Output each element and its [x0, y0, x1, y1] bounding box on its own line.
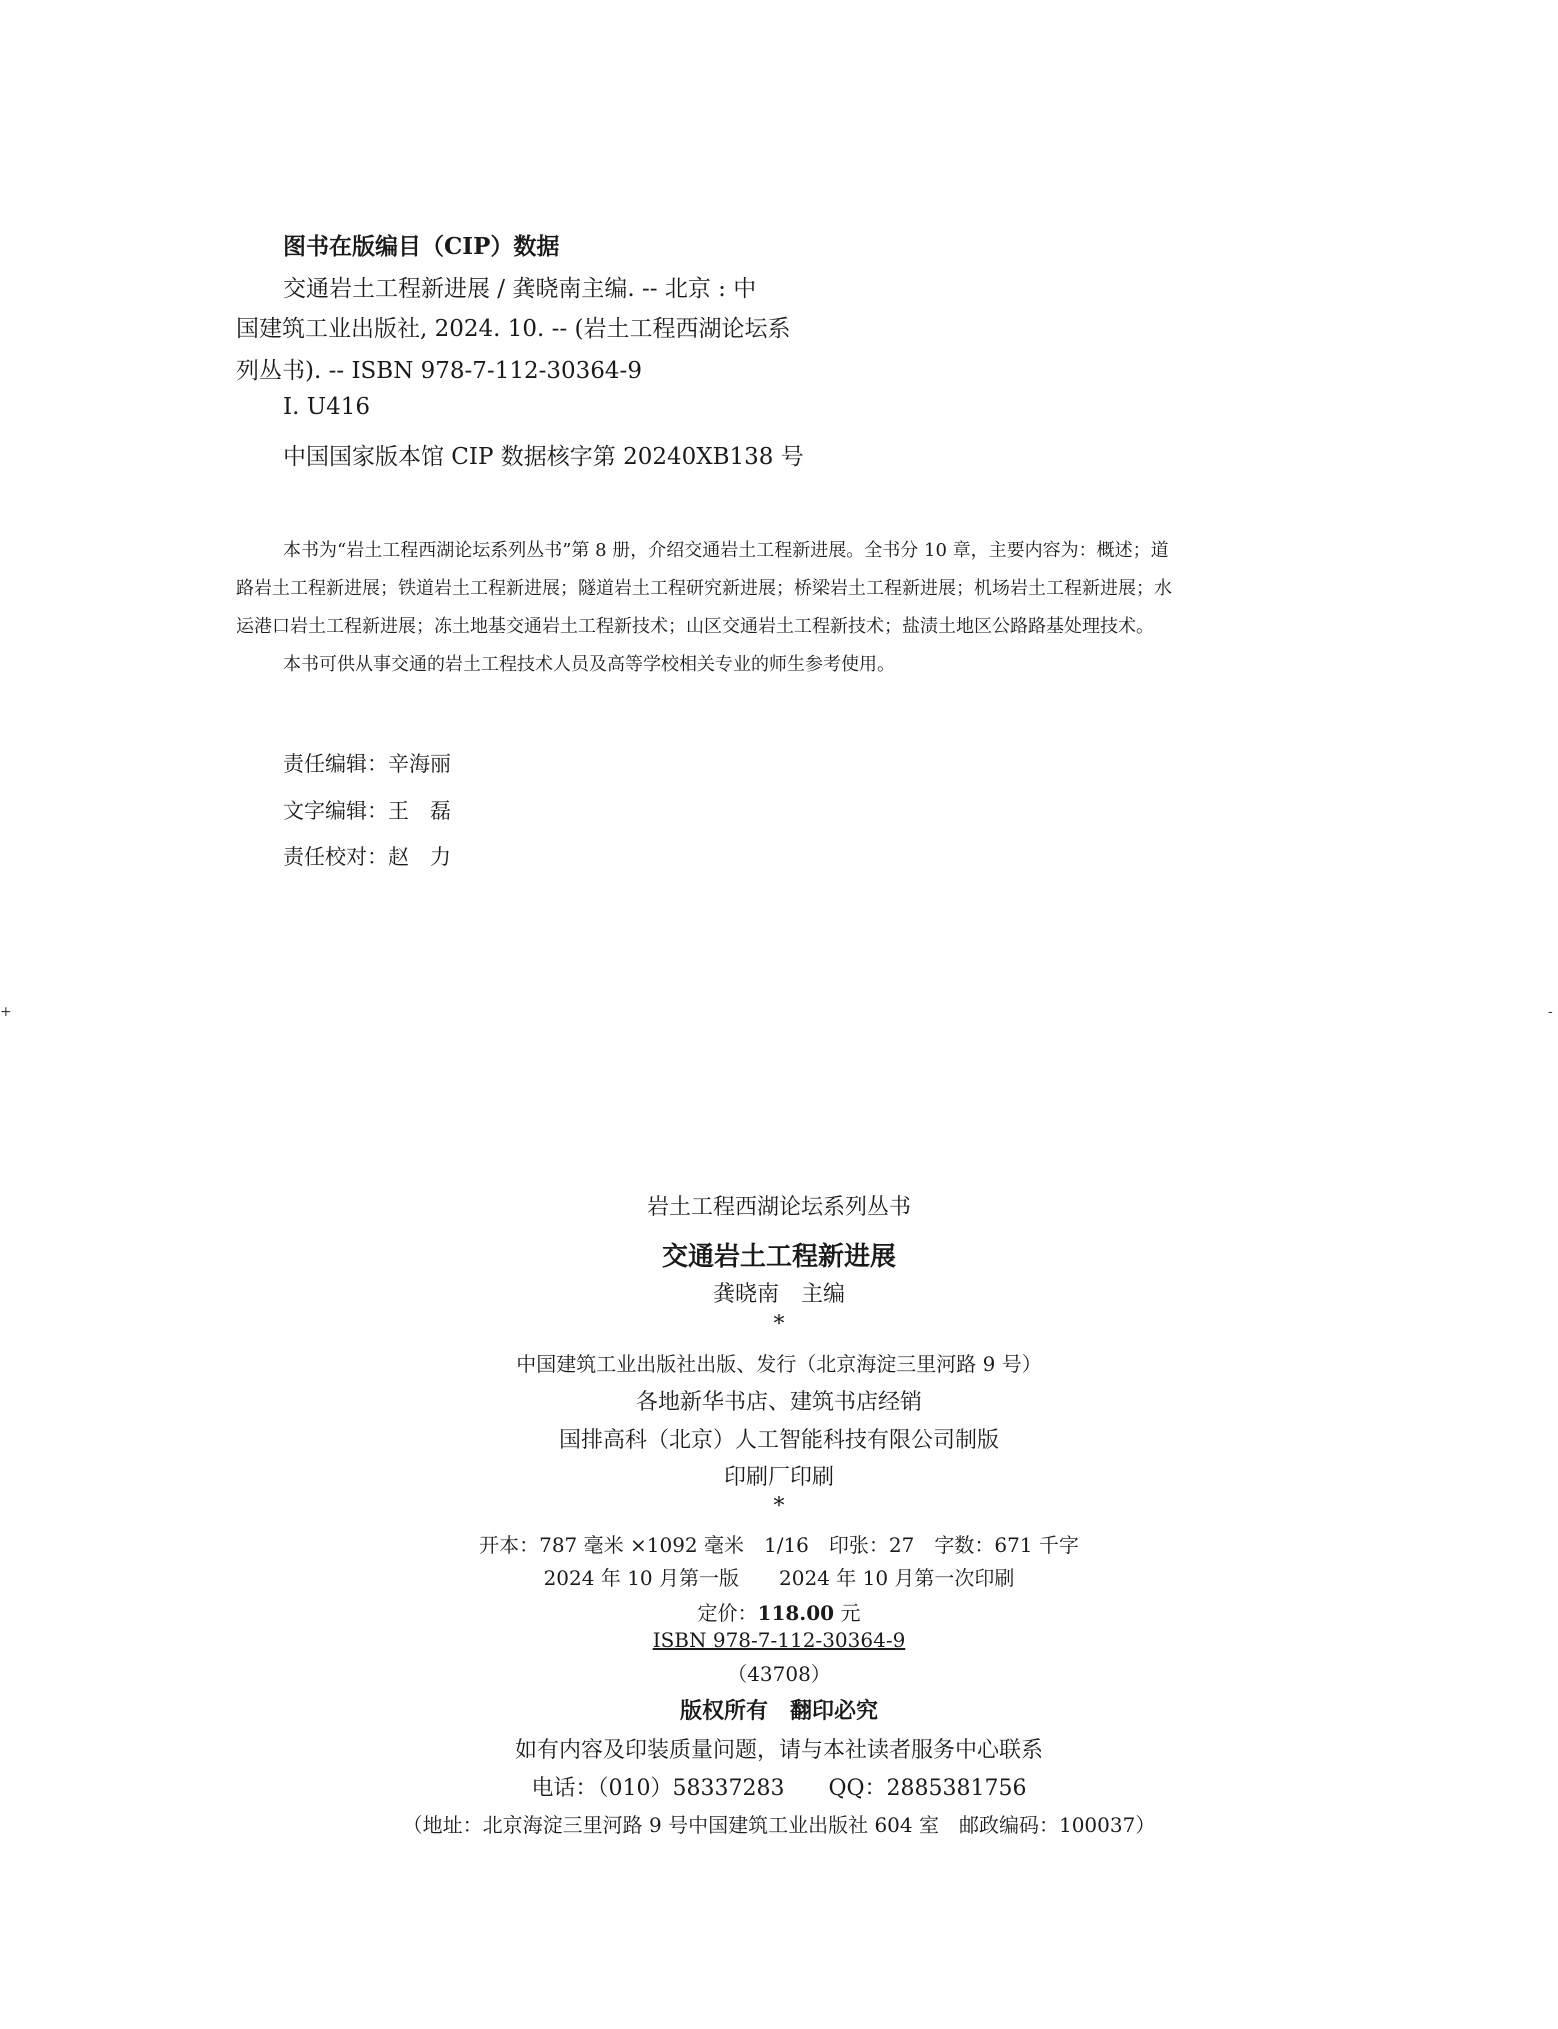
rights-notice: 版权所有 翻印必究: [679, 1698, 878, 1724]
crop-mark: +: [0, 1004, 12, 1020]
price-unit: 元: [834, 1601, 861, 1625]
cip-line: 列丛书). -- ISBN 978-7-112-30364-9: [236, 358, 642, 384]
cip-line: 国建筑工业出版社, 2024. 10. -- (岩土工程西湖论坛系: [236, 316, 791, 342]
cip-line: Ⅰ. U416: [283, 394, 370, 420]
description-line: 运港口岩土工程新进展；冻土地基交通岩土工程新技术；山区交通岩土工程新技术；盐渍土地区公路路基处理技术。: [236, 616, 1154, 637]
book-editor: 龚晓南 主编: [712, 1282, 845, 1307]
publisher: 中国建筑工业出版社出版、发行（北京海淀三里河路 9 号）: [516, 1352, 1042, 1376]
distributor: 各地新华书店、建筑书店经销: [635, 1390, 922, 1415]
edition-info: 2024 年 10 月第一版 2024 年 10 月第一次印刷: [543, 1566, 1015, 1590]
separator-star: *: [773, 1494, 785, 1519]
description-line: 本书为“岩土工程西湖论坛系列丛书”第 8 册，介绍交通岩土工程新进展。全书分 10 章，主要内容为：概述；道: [283, 540, 1169, 561]
book-format: 开本：787 毫米 ×1092 毫米 1/16 印张：27 字数：671 千字: [479, 1533, 1079, 1557]
price: [0, 1597, 1558, 1626]
book-code: （43708）: [727, 1662, 831, 1686]
cip-line: 中国国家版本馆 CIP 数据核字第 20240XB138 号: [283, 444, 804, 470]
cip-title: 图书在版编目（CIP）数据: [283, 233, 560, 260]
isbn: ISBN 978-7-112-30364-9: [652, 1628, 906, 1652]
price-label: 定价：: [697, 1601, 758, 1625]
editor-line: 责任校对：赵 力: [283, 845, 451, 869]
separator-star: *: [773, 1312, 785, 1337]
crop-mark: -: [1548, 1004, 1553, 1020]
series-name: 岩土工程西湖论坛系列丛书: [646, 1195, 911, 1220]
description-line: 本书可供从事交通的岩土工程技术人员及高等学校相关专业的师生参考使用。: [283, 654, 895, 675]
editor-line: 文字编辑：王 磊: [283, 799, 451, 823]
cip-line: 交通岩土工程新进展 / 龚晓南主编. -- 北京 : 中: [283, 276, 757, 302]
contact-info: 电话：（010）58337283 QQ：2885381756: [531, 1776, 1027, 1801]
price-value: 118.00: [757, 1601, 835, 1625]
address: （地址：北京海淀三里河路 9 号中国建筑工业出版社 604 室 邮政编码：100037）: [402, 1813, 1156, 1837]
editor-line: 责任编辑：辛海丽: [283, 752, 451, 776]
typesetter: 国排高科（北京）人工智能科技有限公司制版: [558, 1428, 999, 1453]
description-line: 路岩土工程新进展；铁道岩土工程新进展；隧道岩土工程研究新进展；桥梁岩土工程新进展；机场岩土工程新进展；水: [236, 578, 1172, 599]
printer: 印刷厂印刷: [723, 1465, 834, 1490]
book-title: 交通岩土工程新进展: [661, 1242, 896, 1272]
quality-notice: 如有内容及印装质量问题，请与本社读者服务中心联系: [514, 1738, 1043, 1763]
